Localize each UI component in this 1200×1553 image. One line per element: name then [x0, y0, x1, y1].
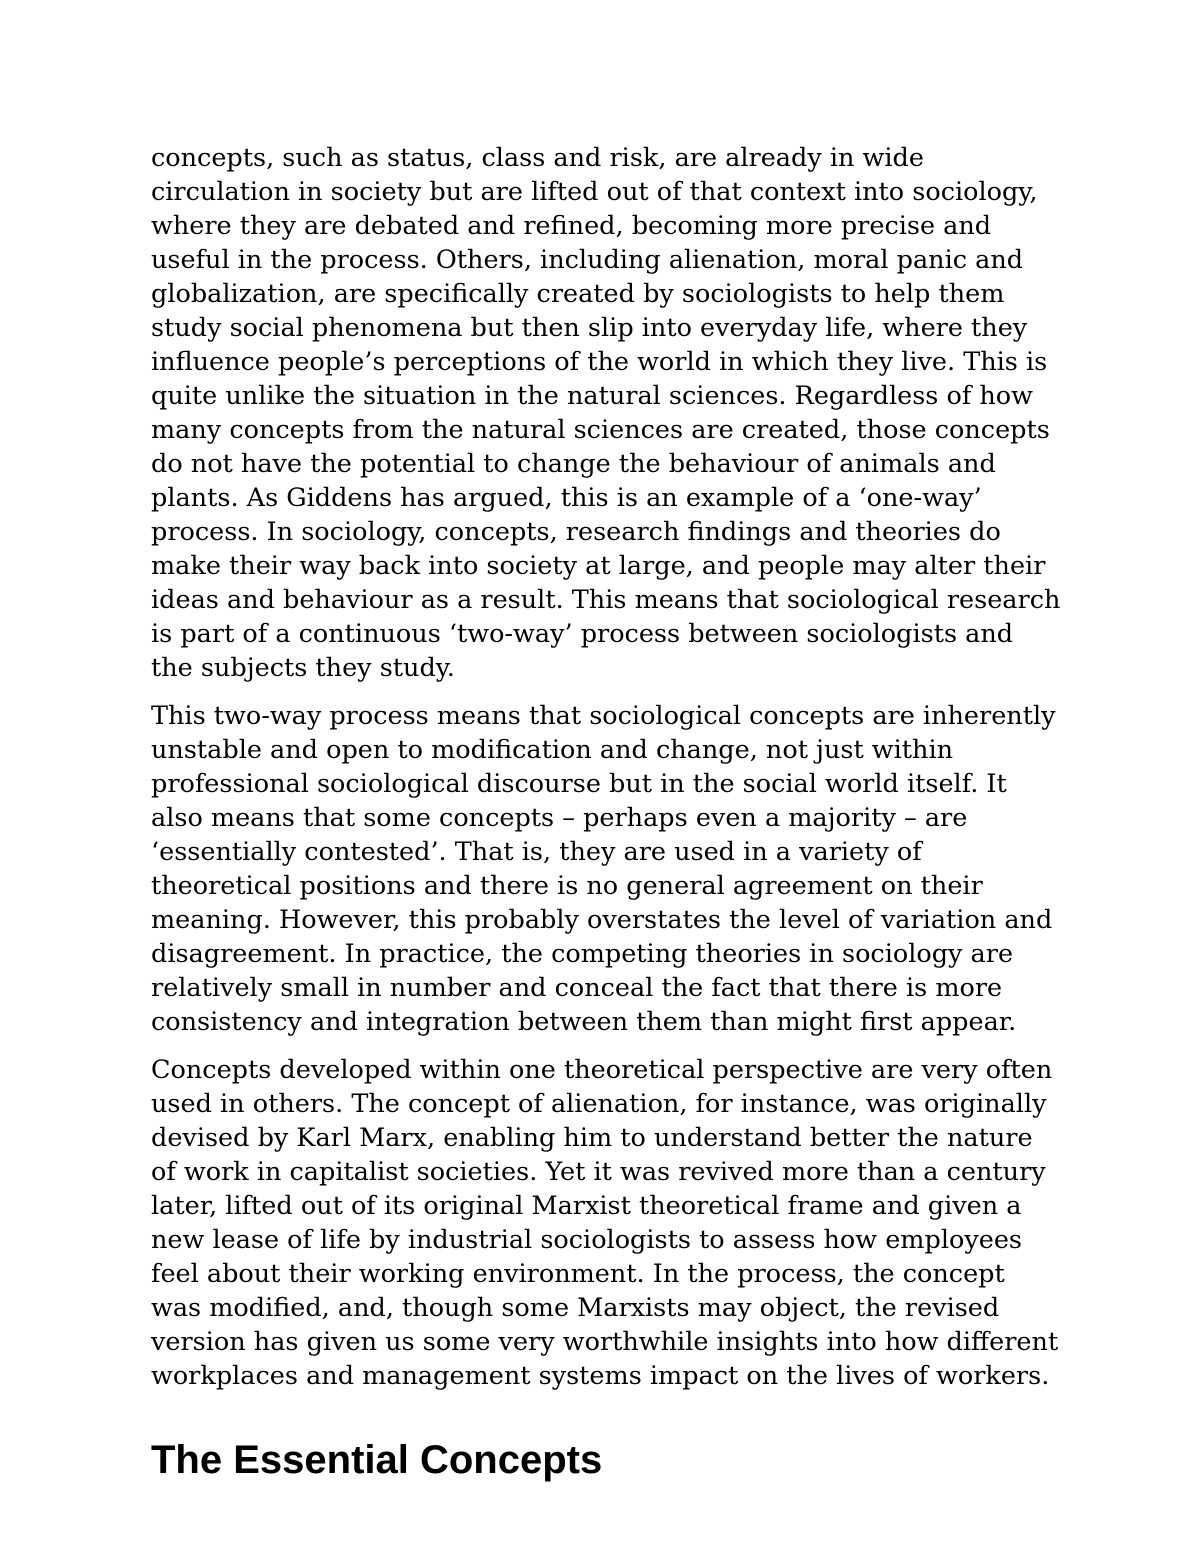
- section-heading: The Essential Concepts: [151, 1438, 603, 1482]
- body-paragraph: concepts, such as status, class and risk, are already in wide circulation in society but are lifted out of that context into sociology, where they are debated and refined, becoming more precise and useful in the process. Others, including alienation, moral panic and globalization, are specifically created by sociologists to help them study social phenomena but then slip into everyday life, where they influence people’s perceptions of the world in which they live. This is quite unlike the situation in the natural sciences. Regardless of how many concepts from the natural sciences are created, those concepts do not have the potential to change the behaviour of animals and plants. As Giddens has argued, this is an example of a ‘one-way’ process. In sociology, concepts, research findings and theories do make their way back into society at large, and people may alter their ideas and behaviour as a result. This means that sociological research is part of a continuous ‘two-way’ process between sociologists and the subjects they study.: [151, 143, 1061, 683]
- body-paragraph: Concepts developed within one theoretical perspective are very often used in others. The concept of alienation, for instance, was originally devised by Karl Marx, enabling him to understand better the nature of work in capitalist societies. Yet it was revived more than a century later, lifted out of its original Marxist theoretical frame and given a new lease of life by industrial sociologists to assess how employees feel about their working environment. In the process, the concept was modified, and, though some Marxists may object, the revised version has given us some very worthwhile insights into how different workplaces and management systems impact on the lives of workers.: [151, 1055, 1059, 1391]
- document-page: [151, 141, 1061, 1484]
- body-paragraph: This two-way process means that sociological concepts are inherently unstable and open to modification and change, not just within professional sociological discourse but in the social world itself. It also means that some concepts – perhaps even a majority – are ‘essentially contested’. That is, they are used in a variety of theoretical positions and there is no general agreement on their meaning. However, this probably overstates the level of variation and disagreement. In practice, the competing theories in sociology are relatively small in number and conceal the fact that there is more consistency and integration between them than might first appear.: [151, 701, 1056, 1037]
